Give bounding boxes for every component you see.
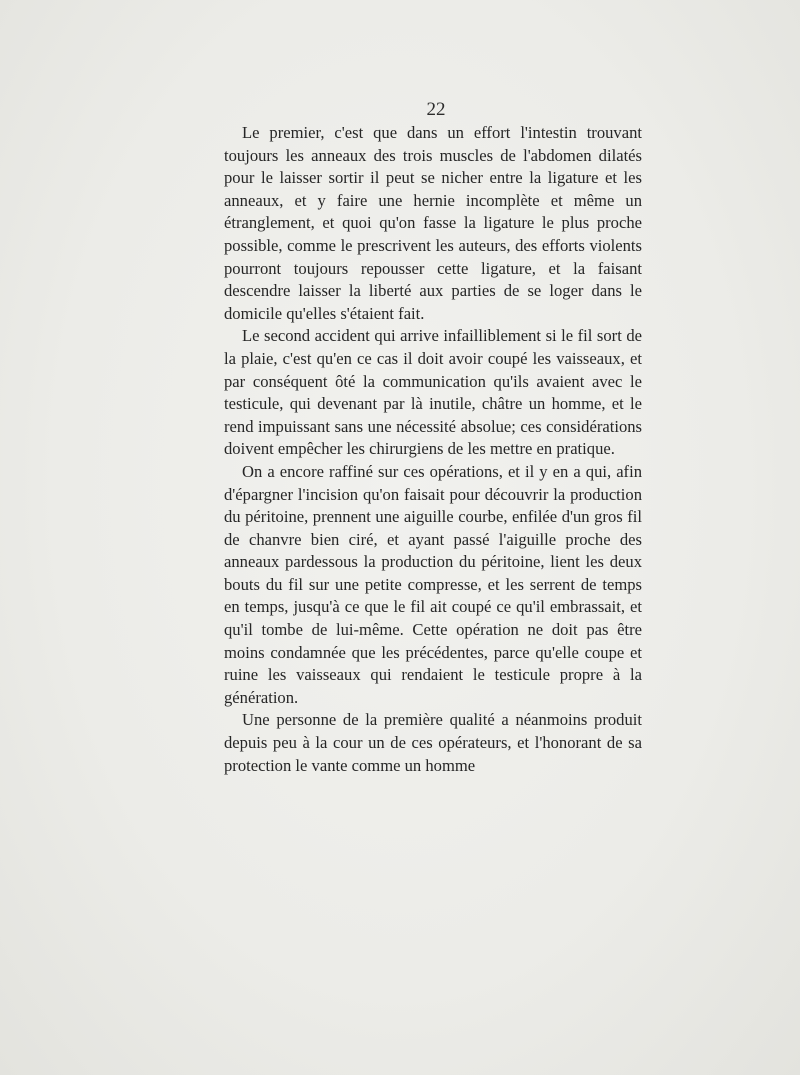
body-text bbox=[224, 122, 642, 777]
paragraph-4: Une personne de la première qualité a néanmoins produit depuis peu à la cour un de ces opérateurs, et l'honorant de sa protection le vante comme un homme bbox=[224, 710, 642, 775]
paragraph-2: Le second accident qui arrive infailliblement si le fil sort de la plaie, c'est qu'en ce cas il doit avoir coupé les vaisseaux, et par conséquent ôté la communication qu'ils avaient avec le testicule, qui devenant par là inutile, châtre un homme, et le rend impuissant sans une nécessité absolue; ces considérations doivent empêcher les chirurgiens de les mettre en pratique. bbox=[224, 326, 642, 459]
page-number: 22 bbox=[426, 99, 446, 120]
paragraph-3: On a encore raffiné sur ces opérations, et il y en a qui, afin d'épargner l'incision qu'on faisait pour découvrir la production du péritoine, prennent une aiguille courbe, enfilée d'un gros fil de chanvre bien ciré, et ayant passé l'aiguille proche des anneaux pardessous la production du péritoine, lient les deux bouts du fil sur une petite compresse, et les serrent de temps en temps, jusqu'à ce que le fil ait coupé ce qu'il embrassait, et qu'il tombe de lui-même. Cette opération ne doit pas être moins condamnée que les précédentes, parce qu'elle coupe et ruine les vaisseaux qui rendaient le testicule propre à la génération. bbox=[224, 461, 642, 707]
paragraph-1: Le premier, c'est que dans un effort l'intestin trouvant toujours les anneaux des trois muscles de l'abdomen dilatés pour le laisser sortir il peut se nicher entre la ligature et les anneaux, et y faire une hernie incomplète et même un étranglement, et quoi qu'on fasse la ligature le plus proche possible, comme le prescrivent les auteurs, des efforts violents pourront toujours repousser cette ligature, et la faisant descendre laisser la liberté aux parties de se loger dans le domicile qu'elles s'étaient fait. bbox=[224, 123, 642, 323]
